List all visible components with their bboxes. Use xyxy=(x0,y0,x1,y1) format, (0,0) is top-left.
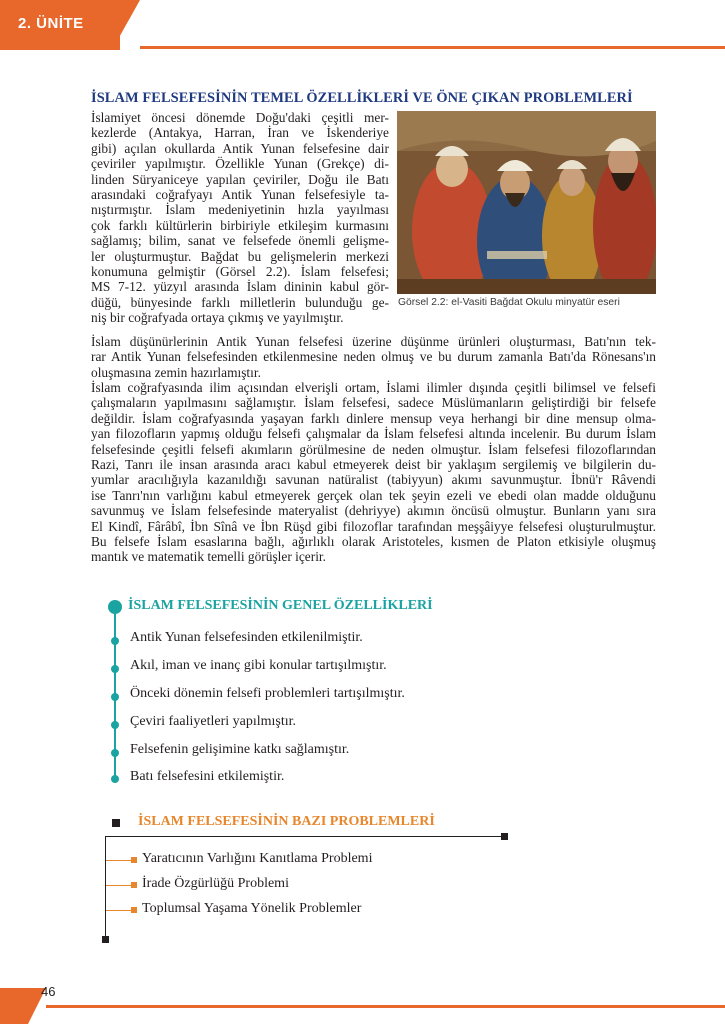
text-line: konumuna gelmiştir (Görsel 2.2). İslam felsefesi; xyxy=(91,264,389,280)
footer-band xyxy=(0,988,28,1024)
general-features-heading-dot xyxy=(108,600,122,614)
text-line: İslam düşünürlerinin Antik Yunan felsefesi üzerine düşünme ürünleri oluşturması, Batı'nın tek- xyxy=(91,334,656,349)
text-line: oluşmasına zemin hazırlamıştır. xyxy=(91,364,261,380)
problems-tree-end-square xyxy=(102,936,109,943)
general-feature-item: Batı felsefesini etkilemiştir. xyxy=(130,769,285,784)
general-feature-item: Çeviri faaliyetleri yapılmıştır. xyxy=(130,714,297,729)
general-features-heading: İSLAM FELSEFESİNİN GENEL ÖZELLİKLERİ xyxy=(128,598,433,613)
text-line: düğü, bünyesinde farklı milletlerin bulunduğu ge- xyxy=(91,294,389,310)
page-title: İSLAM FELSEFESİNİN TEMEL ÖZELLİKLERİ VE ÖNE ÇIKAN PROBLEMLERİ xyxy=(91,90,633,106)
text-line: çalışmaların yapılmasını sağlamıştır. İslam felsefesi, sadece Müslümanların geliştirdiği bir felsefe xyxy=(91,395,656,411)
bullet-dot xyxy=(111,637,119,645)
problem-connector-dot xyxy=(131,907,137,913)
text-line: ler oluşturmuştur. Bağdat bu gelişmelerin merkezi xyxy=(91,248,389,264)
problem-item: Yaratıcının Varlığını Kanıtlama Problemi xyxy=(142,851,373,866)
text-line: yumlar aracılığıyla kazanıldığı savunan natüralist (tabiyyun) akımı savunmuştur. İbnü'r Râvendi xyxy=(91,472,656,488)
general-feature-item: Önceki dönemin felsefi problemleri tartışılmıştır. xyxy=(130,686,405,701)
text-line: değildir. İslam coğrafyasında yaşayan farklı dinlere mensup veya herhangi bir dine mensup olma- xyxy=(91,410,656,426)
text-line: yan filozofların yapmış olduğu felsefi çalışmalar da İslam felsefesi altında incelenir. Bu durum İslam xyxy=(91,426,656,442)
problems-top-rule xyxy=(105,836,505,837)
problem-connector-dot xyxy=(131,882,137,888)
miniature-illustration xyxy=(397,111,656,294)
bullet-dot xyxy=(111,721,119,729)
problems-tree-line xyxy=(105,836,106,940)
text-line: niş bir coğrafyada ortaya çıkmış ve yayılmıştır. xyxy=(91,310,344,326)
problems-heading-square xyxy=(112,819,120,827)
footer-rule xyxy=(46,1005,725,1008)
text-line: sağlamış; bilim, sanat ve felsefede önemli gelişme- xyxy=(91,233,389,249)
problem-connector-dot xyxy=(131,857,137,863)
text-line: linden Süryaniceye yapılan çeviriler, Doğu ile Batı xyxy=(91,171,389,187)
text-line: Razi, Tanrı ile insan arasında aracı kabul etmeyerek deist bir yaklaşım sergilemiş ve bilgilerin du- xyxy=(91,457,656,473)
text-line: nıştırmıştır. İslam medeniyetinin hızla yayılması xyxy=(91,202,389,218)
text-line: çok farklı kültürlerin birbiriyle etkileşim kurmasını xyxy=(91,217,389,233)
bullet-dot xyxy=(111,775,119,783)
page-number: 46 xyxy=(41,984,56,999)
bullet-dot xyxy=(111,693,119,701)
text-line: arasındaki coğrafyayı Antik Yunan felsefesiyle ta- xyxy=(91,187,389,203)
problems-heading: İSLAM FELSEFESİNİN BAZI PROBLEMLERİ xyxy=(138,814,435,829)
text-line: MS 7-12. yüzyıl arasında İslam dininin kabul gör- xyxy=(91,279,389,295)
text-line: İslamiyet öncesi dönemde Doğu'daki çeşitli mer- xyxy=(91,110,389,125)
problem-connector xyxy=(106,860,134,861)
text-line: kezlerde (Antakya, Harran, İran ve İskenderiye xyxy=(91,125,389,141)
intro-paragraph xyxy=(91,110,389,326)
bullet-dot xyxy=(111,749,119,757)
text-line: mantık ve matematik temelli görüşler içerir. xyxy=(91,549,327,565)
text-line: çeviriler yapılmıştır. Özellikle Yunan (Grekçe) di- xyxy=(91,156,389,172)
text-line: El Kindî, Fârâbî, İbn Sînâ ve İbn Rüşd gibi filozoflar tarafından meşşâiyye felsefesi oluşturulmuştur. xyxy=(91,518,656,534)
text-line: rar Antik Yunan felsefesinden etkilenmesine neden olmuş ve bu durum zamanla Batı'da Rönesans'ın xyxy=(91,349,656,365)
paragraph-philosophers xyxy=(91,380,656,565)
text-line: gibi) açılan okullarda Antik Yunan felsefesine dair xyxy=(91,140,389,156)
problem-item: Toplumsal Yaşama Yönelik Problemler xyxy=(142,901,362,916)
problem-connector xyxy=(106,910,134,911)
text-line: felsefesinde çeşitli felsefi akımların görülmesine de neden olmuştur. İslam felsefesi filozoflarından xyxy=(91,441,656,457)
text-line: ise Tanrı'nın varlığını kabul etmeyerek gerçek olan tek şeyin ezeli ve ebedi olan madde olduğunu xyxy=(91,487,656,503)
paragraph-renaissance xyxy=(91,334,656,380)
problem-item: İrade Özgürlüğü Problemi xyxy=(142,876,289,891)
text-line: Bu felsefe İslam esaslarına bağlı, ağırlıklı olarak Aristoteles, kısmen de Platon etkisiyle oluşmuş xyxy=(91,534,656,550)
general-feature-item: Akıl, iman ve inanç gibi konular tartışılmıştır. xyxy=(130,658,387,673)
header-rule xyxy=(140,46,725,49)
text-line: savunmuş ve İslam felsefesinde materyalist (dehriyye) akımın öncüsü olmuştur. Bunların yanı sıra xyxy=(91,503,656,519)
unit-header-slant xyxy=(112,0,140,50)
miniature-painting-image xyxy=(397,111,656,294)
text-line: İslam coğrafyasında ilim açısından elverişli ortam, İslami ilimler dışında çeşitli bilimsel ve felsefi xyxy=(91,380,656,395)
figure-caption: Görsel 2.2: el-Vasiti Bağdat Okulu minyatür eseri xyxy=(398,297,620,308)
problem-connector xyxy=(106,885,134,886)
general-feature-item: Felsefenin gelişimine katkı sağlamıştır. xyxy=(130,742,350,757)
unit-label: 2. ÜNİTE xyxy=(18,15,84,32)
general-feature-item: Antik Yunan felsefesinden etkilenilmiştir. xyxy=(130,630,363,645)
problems-rule-end-square xyxy=(501,833,508,840)
bullet-dot xyxy=(111,665,119,673)
